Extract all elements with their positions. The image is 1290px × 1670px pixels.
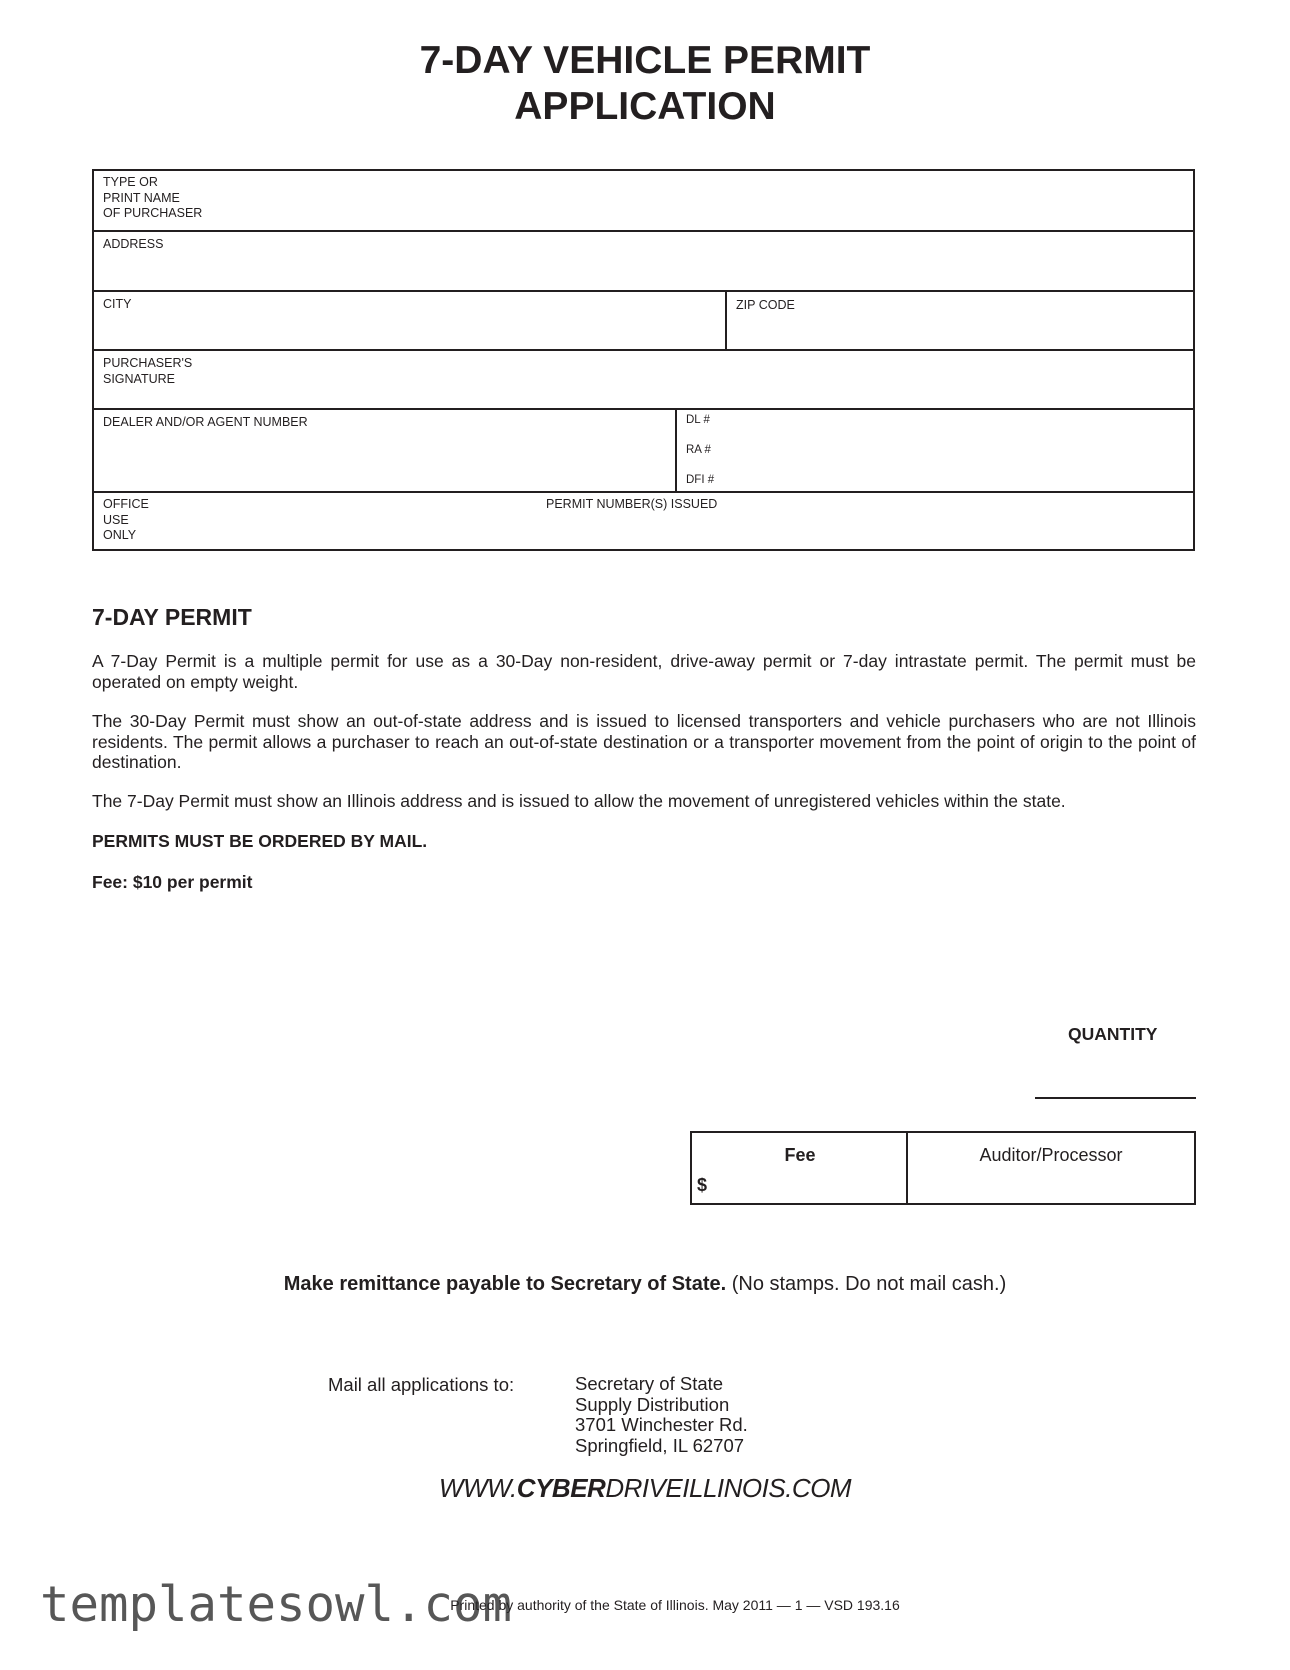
address-line-3: 3701 Winchester Rd.	[575, 1414, 748, 1435]
remittance-normal: (No stamps. Do not mail cash.)	[726, 1273, 1007, 1295]
purchaser-name-field[interactable]	[94, 171, 1193, 232]
watermark: templatesowl.com	[40, 1576, 513, 1633]
fee-cell[interactable]	[692, 1133, 908, 1203]
office-use-label: OFFICE USE ONLY	[103, 497, 149, 542]
city-zip-divider	[725, 292, 727, 349]
application-form	[92, 169, 1195, 551]
quantity-input-line[interactable]	[1035, 1097, 1196, 1099]
address-line-2: Supply Distribution	[575, 1393, 730, 1415]
dealer-agent-row	[94, 410, 1193, 493]
mail-to-label: Mail all applications to:	[328, 1374, 515, 1395]
fee-box	[690, 1131, 1196, 1205]
section-title: 7-DAY PERMIT	[92, 604, 252, 630]
office-use-row	[94, 493, 1193, 551]
paragraph-1: A 7-Day Permit is a multiple permit for use as a 30-Day non-resident, drive-away permit or 7-day intrastate permit. The permit must be operated on empty weight.	[92, 651, 1196, 692]
signature-field[interactable]	[94, 351, 1193, 410]
address-line-4: Springfield, IL 62707	[575, 1434, 745, 1456]
remittance-bold: Make remittance payable to Secretary of State.	[283, 1273, 727, 1295]
form-title	[0, 38, 1290, 130]
city-label: CITY	[103, 297, 132, 311]
form-title-line1: 7-DAY VEHICLE PERMIT	[419, 39, 871, 82]
auditor-processor-label: Auditor/Processor	[979, 1145, 1123, 1165]
remittance-note	[0, 1273, 1290, 1296]
permit-numbers-label: PERMIT NUMBER(S) ISSUED	[546, 497, 718, 511]
footer-printed-by: Printed by authority of the State of Illinois. May 2011 — 1 — VSD 193.16	[450, 1597, 900, 1613]
signature-label: PURCHASER'S SIGNATURE	[103, 356, 193, 386]
zip-code-label: ZIP CODE	[736, 298, 795, 312]
paragraph-3: The 7-Day Permit must show an Illinois address and is issued to allow the movement of unregistered vehicles within the state.	[92, 791, 1066, 811]
quantity-label: QUANTITY	[1068, 1024, 1158, 1044]
website-logo: WWW.CYBERDRIVEILLINOIS.COM	[438, 1473, 852, 1503]
dealer-agent-label: DEALER AND/OR AGENT NUMBER	[103, 415, 308, 429]
fee-label: Fee	[784, 1145, 816, 1165]
dl-number-label: DL #	[686, 414, 710, 426]
dfi-number-label: DFI #	[686, 474, 715, 486]
dealer-divider	[675, 410, 677, 491]
address-line-1: Secretary of State	[575, 1373, 724, 1394]
city-zip-row	[94, 292, 1193, 351]
address-field[interactable]	[94, 232, 1193, 292]
form-title-line2: APPLICATION	[514, 85, 776, 128]
paragraph-2: The 30-Day Permit must show an out-of-state address and is issued to licensed transporters and vehicle purchasers who are not Illinois residents. The permit allows a purchaser to reach an out-of-state destination or a transporter movement from the point of origin to the point of destination.	[92, 711, 1196, 772]
dollar-sign: $	[697, 1175, 708, 1195]
fee-note: Fee: $10 per permit	[92, 872, 253, 892]
ra-number-label: RA #	[686, 444, 711, 456]
mailing-address	[575, 1374, 748, 1456]
address-label: ADDRESS	[103, 237, 164, 251]
order-by-mail-note: PERMITS MUST BE ORDERED BY MAIL.	[92, 831, 428, 851]
purchaser-name-label: TYPE OR PRINT NAME OF PURCHASER	[103, 175, 203, 220]
